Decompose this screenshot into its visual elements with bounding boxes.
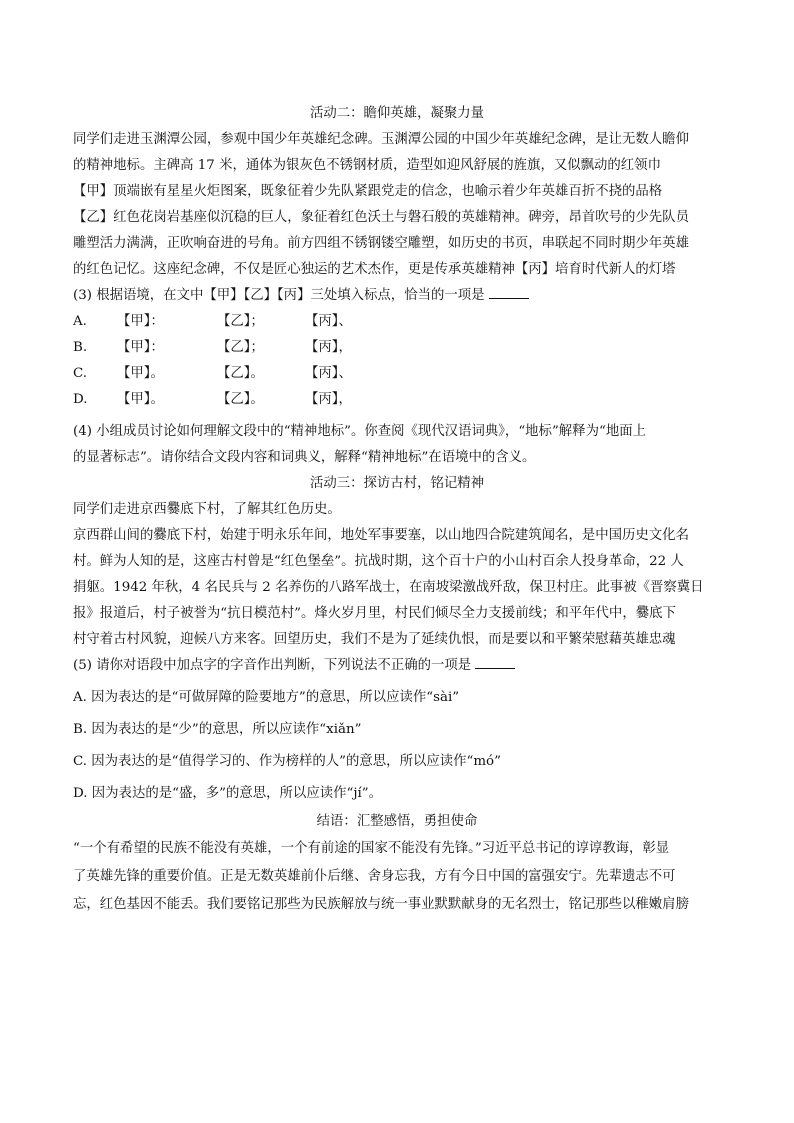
option-mark-bing: 【丙】， — [305, 392, 352, 407]
conclusion-passage — [73, 835, 721, 919]
passage-line: “一个有希望的民族不能没有英雄，一个有前途的国家不能没有先锋。”习近平总书记的谆谆教诲，彰显 — [73, 841, 670, 856]
option-mark-jia: 【甲】。 — [117, 392, 164, 407]
passage-line: 【甲】顶端嵌有星星火炬图案，既象征着少先队紧跟党走的信念，也喻示着少年英雄百折不挠的品格 — [73, 184, 663, 199]
activity3-title: 活动三：探访古村，铭记精神 — [309, 476, 485, 491]
question-4-line: (4) 小组成员讨论如何理解文段中的“精神地标”。你查阅《现代汉语词典》，“地标”解释为“地面上 — [73, 424, 646, 439]
conclusion-title: 结语：汇整感悟，勇担使命 — [316, 814, 478, 829]
option-mark-jia: 【甲】： — [117, 314, 164, 329]
question-5-text: (5) 请你对语段中加点字的字音作出判断，下列说法不正确的一项是 — [73, 658, 472, 673]
passage-line: 的精神地标。主碑高 17 米，通体为银灰色不锈钢材质，造型如迎风舒展的旌旗，又似飘动的红领巾 — [73, 158, 661, 173]
question-3-option-c — [73, 361, 721, 387]
activity3-intro: 同学们走进京西爨底下村，了解其红色历史。 — [73, 502, 341, 517]
option-mark-yi: 【乙】。 — [217, 366, 264, 381]
option-mark-bing: 【丙】、 — [305, 314, 352, 329]
passage-line: 村。鲜为人知的是，这座古村曾是“红色堡垒”。抗战时期，这个百十户的小山村百余人投身革命，22 人 — [73, 554, 684, 569]
option-mark-jia: 【甲】： — [117, 340, 164, 355]
option-mark-jia: 【甲】。 — [117, 366, 164, 381]
passage-line: 了英雄先锋的重要价值。正是无数英雄前仆后继、舍身忘我，方有今日中国的富强安宁。先辈遗志不可 — [73, 869, 676, 884]
option-letter: A. — [73, 314, 87, 329]
question-5-stem — [73, 653, 721, 679]
passage-line: 【乙】红色花岗岩基座似沉稳的巨人，象征着红色沃土与磐石般的英雄精神。碑旁，昂首吹号的少先队员 — [73, 210, 689, 225]
passage-line: 捐躯。1942 年秋，4 名民兵与 2 名养伤的八路军战士，在南坡梁激战歼敌，保卫村庄。此事被《晋察冀日 — [73, 580, 704, 595]
question-3-option-a — [73, 309, 721, 335]
activity2-title: 活动二：瞻仰英雄，凝聚力量 — [309, 106, 485, 121]
passage-line: 忘，红色基因不能丢。我们要铭记那些为民族解放与统一事业默默献身的无名烈士，铭记那些以稚嫩肩膀 — [73, 897, 689, 912]
question-5-option-c: C. 因为表达的是“值得学习的、作为榜样的人”的意思，所以应读作“mó” — [73, 754, 501, 769]
option-mark-yi: 【乙】； — [217, 314, 264, 329]
question-5-option-a: A. 因为表达的是“可做屏障的险要地方”的意思，所以应读作“sài” — [73, 690, 460, 705]
answer-blank — [475, 654, 515, 669]
passage-line: 京西群山间的爨底下村，始建于明永乐年间，地处军事要塞，以山地四合院建筑闻名，是中国历史文化名 — [73, 528, 689, 543]
question-3-stem — [73, 283, 721, 309]
question-3-text: (3) 根据语境，在文中【甲】【乙】【丙】三处填入标点，恰当的一项是 — [73, 288, 485, 303]
option-mark-yi: 【乙】。 — [217, 392, 264, 407]
option-mark-bing: 【丙】， — [305, 340, 352, 355]
option-mark-bing: 【丙】、 — [305, 366, 352, 381]
passage-line: 同学们走进玉渊潭公园，参观中国少年英雄纪念碑。玉渊潭公园的中国少年英雄纪念碑，是让无数人瞻仰 — [73, 132, 689, 147]
question-3-option-b — [73, 335, 721, 361]
option-letter: B. — [73, 340, 88, 355]
question-5-option-d: D. 因为表达的是“盛，多”的意思，所以应读作“jí”。 — [73, 786, 383, 801]
passage-line: 村守着古村风貌，迎候八方来客。回望历史，我们不是为了延续仇恨，而是要以和平繁荣慰藉英雄忠魂 — [73, 632, 676, 647]
activity3-passage — [73, 523, 721, 653]
option-letter: D. — [73, 392, 88, 407]
question-3-option-d — [73, 387, 721, 413]
activity2-passage — [73, 127, 721, 283]
option-mark-yi: 【乙】； — [217, 340, 264, 355]
passage-line: 的红色记忆。这座纪念碑，不仅是匠心独运的艺术杰作，更是传承英雄精神【丙】培育时代新人的灯塔 — [73, 262, 676, 277]
document-content — [73, 101, 721, 919]
passage-line: 雕塑活力满满，正吹响奋进的号角。前方四组不锈钢镂空雕塑，如历史的书页，串联起不同时期少年英雄 — [73, 236, 689, 251]
option-letter: C. — [73, 366, 88, 381]
answer-blank — [489, 284, 529, 299]
question-5-option-b: B. 因为表达的是“少”的意思，所以应读作“xiǎn” — [73, 722, 362, 737]
passage-line: 报》报道后，村子被誉为“抗日模范村”。烽火岁月里，村民们倾尽全力支援前线；和平年代中，爨底下 — [73, 606, 676, 621]
question-4 — [73, 419, 721, 471]
question-4-line: 的显著标志”。请你结合文段内容和词典义，解释“精神地标”在语境中的含义。 — [73, 450, 536, 465]
